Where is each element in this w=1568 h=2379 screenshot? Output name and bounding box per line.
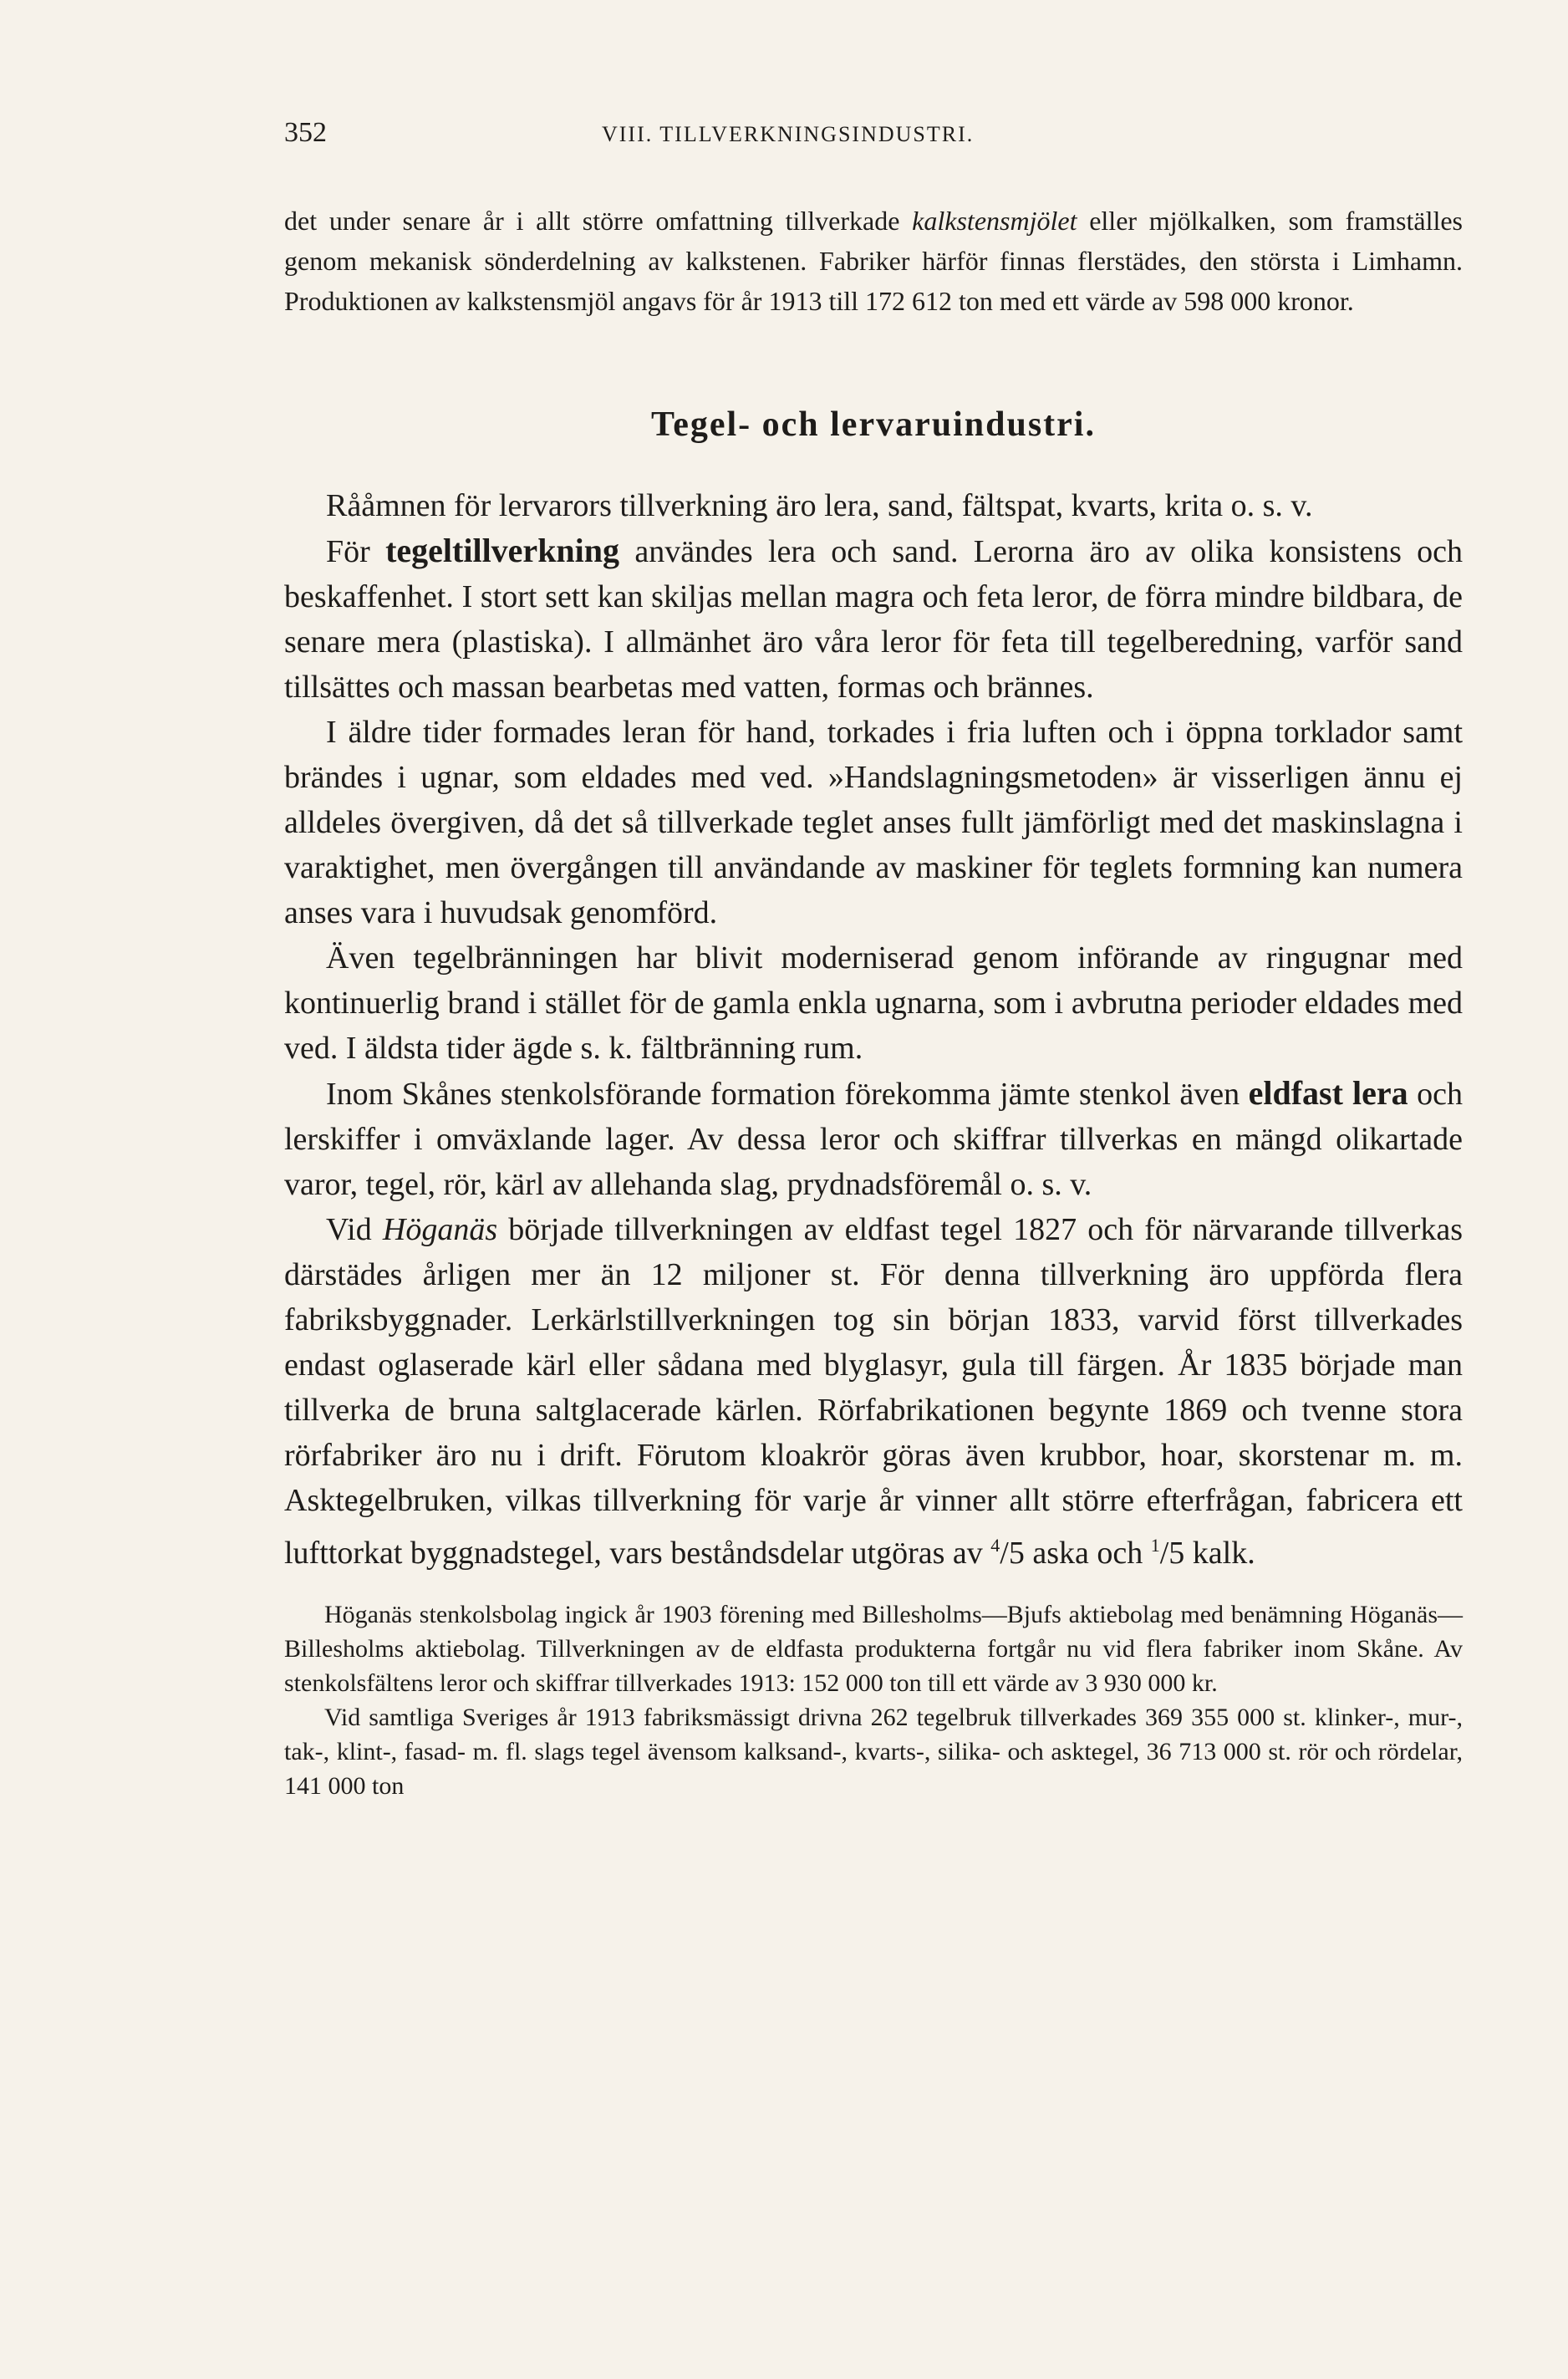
paragraph-tegel: [284, 528, 1463, 710]
place-hoganas: Höganäs: [382, 1212, 498, 1247]
fraction-ash-denominator: /5: [1000, 1536, 1025, 1571]
fraction-lime-numerator: 1: [1150, 1535, 1160, 1556]
keyword-eldfast-lera: eldfast lera: [1248, 1074, 1408, 1112]
paragraph-hoganas: [284, 1207, 1463, 1576]
paragraph-hoganas-mid: aska och: [1024, 1536, 1151, 1571]
keyword-tegeltillverkning: tegeltillverkning: [385, 532, 620, 569]
fraction-ash-numerator: 4: [990, 1535, 1000, 1556]
page-number: 352: [284, 117, 327, 148]
note-hoganas-company: Höganäs stenkolsbolag ingick år 1903 förening med Billesholms—Bjufs aktiebolag med benämning Höganäs—Billesholms aktiebolag. Tillverkningen av de eldfasta produkterna fortgår nu vid flera fabriker inom Skåne. Av stenkolsfältens leror och skiffrar tillverkades 1913: 152 000 ton till ett värde av 3 930 000 kr.: [284, 1601, 1463, 1697]
paragraph-hoganas-start: Vid: [326, 1212, 383, 1247]
intro-text-start: det under senare år i allt större omfattning tillverkade: [284, 206, 913, 236]
paragraph-tegel-end: användes lera och sand. Lerorna äro av olika konsistens och beskaffenhet. I stort sett kan skiljas mellan magra och feta leror, de förra mindre bildbara, de senare mera (plastiska). I allmänhet äro våra leror för feta till tegelberedning, varför sand tillsättes och massan bearbetas med vatten, formas och brännes.: [284, 534, 1464, 705]
small-print-notes: [284, 1597, 1463, 1803]
paragraph-raw-materials: Rååmnen för lervarors tillverkning äro lera, sand, fältspat, kvarts, krita o. s. v.: [326, 488, 1313, 523]
paragraph-firing: Även tegelbränningen har blivit moderniserad genom införande av ringugnar med kontinuerlig brand i stället för de gamla enkla ugnarna, som i avbrutna perioder eldades med ved. I äldsta tider ägde s. k. fältbränning rum.: [284, 940, 1463, 1066]
intro-paragraph: [284, 201, 1463, 321]
intro-term: kalkstensmjölet: [912, 206, 1077, 236]
section-body: [284, 483, 1463, 1576]
section-title: Tegel- och lervaruindustri.: [651, 405, 1096, 444]
note-brickworks-statistics: Vid samtliga Sveriges år 1913 fabriksmässigt drivna 262 tegelbruk tillverkades 369 355 000 st. klinker-, mur-, tak-, klint-, fasad- m. fl. slags tegel ävensom kalksand-, kvarts-, silika- och asktegel, 36 713 000 st. rör och rördelar, 141 000 ton: [284, 1704, 1463, 1800]
intro-text: [284, 201, 1463, 321]
fraction-lime-denominator: /5: [1159, 1536, 1185, 1571]
paragraph-history: I äldre tider formades leran för hand, torkades i fria luften och i öppna torklador samt brändes i ugnar, som eldades med ved. »Handslagningsmetoden» är visserligen ännu ej alldeles övergiven, då det så tillverkade teglet anses fullt jämförligt med det maskinslagna i varaktighet, men övergången till användande av maskiner för teglets formning kan numera anses vara i huvudsak genomförd.: [284, 715, 1463, 930]
paragraph-skane: [284, 1071, 1463, 1207]
running-head: VIII. TILLVERKNINGSINDUSTRI.: [602, 122, 975, 146]
page-header: [284, 117, 1463, 167]
paragraph-tegel-start: För: [326, 534, 386, 569]
paragraph-skane-end: och lerskiffer i omväxlande lager. Av dessa leror och skiffrar tillverkas en mängd olikartade varor, tegel, rör, kärl av allehanda slag, prydnadsföremål o. s. v.: [284, 1077, 1463, 1202]
paragraph-skane-start: Inom Skånes stenkolsförande formation förekomma jämte stenkol även: [326, 1077, 1249, 1112]
intro-text-end: eller mjölkalken, som framställes genom mekanisk sönderdelning av kalkstenen. Fabriker härför finnas flerstädes, den största i Limhamn. Produktionen av kalkstensmjöl angavs för år 1913 till 172 612 ton med ett värde av 598 000 kronor.: [284, 206, 1464, 316]
paragraph-hoganas-main: började tillverkningen av eldfast tegel 1827 och för närvarande tillverkas därstädes årligen mer än 12 miljoner st. För denna tillverkning äro uppförda flera fabriksbyggnader. Lerkärlstillverkningen tog sin början 1833, varvid först tillverkades endast oglaserade kärl eller sådana med blyglasyr, gula till färgen. År 1835 började man tillverka de bruna saltglacerade kärlen. Rörfabrikationen begynte 1869 och tvenne stora rörfabriker äro nu i drift. Förutom kloakrör göras även krubbor, hoar, skorstenar m. m. Asktegelbruken, vilkas tillverkning för varje år vinner allt större efterfrågan, fabricera ett lufttorkat byggnadstegel, vars beståndsdelar utgöras av: [284, 1212, 1464, 1571]
book-page: [284, 117, 1463, 2324]
paragraph-hoganas-end: kalk.: [1184, 1536, 1255, 1571]
